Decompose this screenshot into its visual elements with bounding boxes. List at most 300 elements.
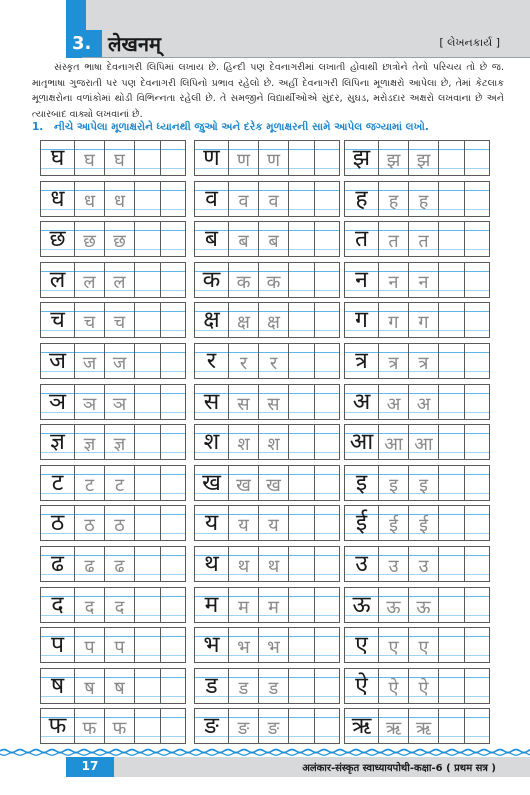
blank-writing-cell[interactable] (464, 262, 490, 298)
trace-letter-cell (408, 587, 438, 623)
blank-writing-cell[interactable] (314, 505, 340, 541)
blank-writing-cell[interactable] (314, 343, 340, 379)
model-letter-cell (40, 587, 74, 623)
model-letter-cell (40, 343, 74, 379)
trace-letter-cell (74, 181, 104, 217)
guide-line (439, 168, 464, 169)
guide-line (289, 452, 314, 453)
blank-writing-cell[interactable] (314, 424, 340, 460)
trace-letter: ख (266, 474, 281, 496)
guide-line (289, 412, 314, 413)
guide-line (465, 533, 489, 534)
model-letter-cell (194, 546, 228, 582)
letter-block (344, 262, 490, 298)
trace-letter: द (84, 596, 95, 618)
trace-letter-cell (228, 424, 258, 460)
blank-writing-cell[interactable] (160, 221, 186, 257)
letter-block (194, 546, 340, 582)
trace-letter: च (113, 312, 126, 334)
trace-letter-cell (74, 465, 104, 501)
letter-block (344, 546, 490, 582)
guide-line (161, 615, 185, 616)
guide-line (135, 249, 160, 250)
guide-line (161, 696, 185, 697)
blank-writing-cell[interactable] (134, 505, 160, 541)
trace-letter: श (237, 434, 250, 456)
model-letter-cell (40, 465, 74, 501)
trace-letter: न (418, 271, 429, 293)
guide-line (465, 677, 489, 678)
trace-letter-cell (258, 343, 288, 379)
guide-line (315, 452, 339, 453)
blank-writing-cell[interactable] (160, 465, 186, 501)
guide-line (289, 330, 314, 331)
letter-row (40, 384, 490, 420)
blank-writing-cell[interactable] (288, 384, 314, 420)
model-letter: क (202, 266, 221, 293)
letter-row (40, 668, 490, 704)
blank-writing-cell[interactable] (438, 708, 464, 744)
blank-writing-cell[interactable] (314, 465, 340, 501)
letter-block (194, 587, 340, 623)
blank-writing-cell[interactable] (314, 384, 340, 420)
trace-letter-cell (104, 627, 134, 663)
trace-letter-cell (74, 302, 104, 338)
trace-letter-cell (74, 221, 104, 257)
guide-line (315, 209, 339, 210)
guide-line (289, 655, 314, 656)
blank-writing-cell[interactable] (438, 343, 464, 379)
guide-line (135, 412, 160, 413)
blank-writing-cell[interactable] (314, 181, 340, 217)
guide-line (465, 149, 489, 150)
blank-writing-cell[interactable] (288, 262, 314, 298)
trace-letter: ई (419, 515, 428, 537)
model-letter-cell (194, 384, 228, 420)
guide-line (135, 168, 160, 169)
guide-line (439, 655, 464, 656)
trace-letter-cell (408, 302, 438, 338)
model-letter: व (205, 185, 218, 212)
trace-letter: ट (114, 474, 125, 496)
trace-letter-cell (228, 587, 258, 623)
guide-line (439, 190, 464, 191)
blank-writing-cell[interactable] (464, 424, 490, 460)
guide-line (439, 393, 464, 394)
guide-line (439, 433, 464, 434)
guide-line (289, 514, 314, 515)
letter-block (194, 262, 340, 298)
guide-line (315, 249, 339, 250)
blank-writing-cell[interactable] (438, 587, 464, 623)
trace-letter: आ (414, 434, 433, 456)
trace-letter: आ (384, 434, 403, 456)
guide-line (135, 330, 160, 331)
trace-letter-cell (228, 546, 258, 582)
letter-block (344, 465, 490, 501)
guide-line (465, 371, 489, 372)
blank-writing-cell[interactable] (160, 262, 186, 298)
blank-writing-cell[interactable] (314, 221, 340, 257)
trace-letter-cell (258, 384, 288, 420)
blank-writing-cell[interactable] (464, 546, 490, 582)
blank-writing-cell[interactable] (160, 424, 186, 460)
trace-letter: ठ (84, 515, 95, 537)
trace-letter-cell (408, 505, 438, 541)
guide-line (315, 474, 339, 475)
blank-writing-cell[interactable] (134, 424, 160, 460)
model-letter: ल (49, 266, 66, 293)
blank-writing-cell[interactable] (438, 546, 464, 582)
model-letter: र (206, 348, 217, 374)
blank-writing-cell[interactable] (134, 140, 160, 176)
guide-line (315, 412, 339, 413)
guide-line (439, 636, 464, 637)
letter-row (40, 181, 490, 217)
trace-letter: ज्ञ (83, 434, 96, 456)
trace-letter-cell (74, 627, 104, 663)
model-letter: श (203, 429, 220, 456)
guide-line (439, 555, 464, 556)
trace-letter: छ (83, 231, 96, 253)
blank-writing-cell[interactable] (160, 668, 186, 704)
blank-writing-cell[interactable] (288, 221, 314, 257)
trace-letter: च (83, 312, 96, 334)
guide-line (161, 249, 185, 250)
trace-letter: ड (268, 677, 279, 699)
guide-line (315, 533, 339, 534)
trace-letter-cell (258, 140, 288, 176)
blank-writing-cell[interactable] (134, 546, 160, 582)
trace-letter-cell (74, 668, 104, 704)
blank-writing-cell[interactable] (438, 302, 464, 338)
guide-line (161, 271, 185, 272)
model-letter-cell (194, 221, 228, 257)
model-letter-cell (40, 384, 74, 420)
guide-line (135, 514, 160, 515)
letter-block (344, 140, 490, 176)
letter-block (40, 221, 186, 257)
trace-letter: ङ (267, 718, 280, 740)
blank-writing-cell[interactable] (438, 181, 464, 217)
guide-line (439, 290, 464, 291)
blank-writing-cell[interactable] (134, 384, 160, 420)
guide-line (439, 352, 464, 353)
blank-writing-cell[interactable] (464, 587, 490, 623)
blank-writing-cell[interactable] (464, 465, 490, 501)
trace-letter-cell (378, 587, 408, 623)
trace-letter: फ (112, 718, 127, 740)
guide-line (289, 474, 314, 475)
blank-writing-cell[interactable] (134, 668, 160, 704)
blank-writing-cell[interactable] (464, 140, 490, 176)
letter-row (40, 465, 490, 501)
blank-writing-cell[interactable] (464, 627, 490, 663)
blank-writing-cell[interactable] (438, 465, 464, 501)
exercise-text: નીચે આપેલા મૂળાક્ષરોને ધ્યાનથી જુઓ અને દરેક મૂળાક્ષરની સામે આપેલ જગ્યામાં લખો. (54, 121, 429, 133)
guide-line (161, 190, 185, 191)
model-letter: ऐ (355, 672, 368, 699)
trace-letter-cell (258, 668, 288, 704)
guide-line (135, 677, 160, 678)
trace-letter: ठ (114, 515, 125, 537)
letter-block (194, 627, 340, 663)
model-letter-cell (194, 505, 228, 541)
guide-line (161, 474, 185, 475)
blank-writing-cell[interactable] (314, 587, 340, 623)
trace-letter: प (114, 637, 125, 659)
blank-writing-cell[interactable] (160, 343, 186, 379)
guide-line (315, 514, 339, 515)
trace-letter: ण (266, 150, 280, 171)
trace-letter-cell (228, 140, 258, 176)
trace-letter-cell (258, 221, 288, 257)
guide-line (439, 717, 464, 718)
guide-line (315, 352, 339, 353)
model-letter-cell (344, 221, 378, 257)
trace-letter-cell (258, 708, 288, 744)
blank-writing-cell[interactable] (134, 262, 160, 298)
model-letter-cell (344, 465, 378, 501)
blank-writing-cell[interactable] (160, 384, 186, 420)
blank-writing-cell[interactable] (314, 262, 340, 298)
trace-letter-cell (228, 384, 258, 420)
intro-paragraph: સંસ્કૃત ભાષા દેવનાગરી લિપિમાં લખાય છે. હિન્દી પણ દેવનાગરીમાં લખાતી હોવાથી છાત્રોને તેનો પરિચય તો છે જ. માતૃભાષા ગુજરાતી પર પણ દેવનાગરી લિપિનો પ્રભાવ રહેલો છે. અહીં દેવનાગરી લિપિના મૂળાક્ષરો આપેલા છે, તેમાં કેટલાક મૂળાક્ષરોના વળાંકોમાં થોડી વિભિન્નતા રહેલી છે. તે સમજીને વિદ્યાર્થીઓએ સુંદર, સુઘડ, મરોડદાર અક્ષરો લખવાના છે અને ત્યારબાદ વાક્યો લખવાનાં છે. (32, 62, 504, 120)
guide-line (465, 717, 489, 718)
blank-writing-cell[interactable] (134, 465, 160, 501)
guide-line (439, 574, 464, 575)
trace-letter-cell (378, 140, 408, 176)
letter-block (40, 302, 186, 338)
guide-line (289, 190, 314, 191)
model-letter-cell (344, 708, 378, 744)
trace-letter-cell (258, 465, 288, 501)
guide-line (135, 230, 160, 231)
guide-line (135, 655, 160, 656)
blank-writing-cell[interactable] (160, 708, 186, 744)
blank-writing-cell[interactable] (134, 343, 160, 379)
guide-line (135, 290, 160, 291)
trace-letter-cell (74, 505, 104, 541)
letter-block (194, 465, 340, 501)
guide-line (315, 290, 339, 291)
model-letter-cell (194, 302, 228, 338)
blank-writing-cell[interactable] (134, 587, 160, 623)
trace-letter-cell (104, 140, 134, 176)
blank-writing-cell[interactable] (288, 546, 314, 582)
guide-line (315, 149, 339, 150)
trace-letter-cell (104, 465, 134, 501)
trace-letter-cell (74, 343, 104, 379)
blank-writing-cell[interactable] (160, 302, 186, 338)
guide-line (289, 433, 314, 434)
blank-writing-cell[interactable] (288, 424, 314, 460)
blank-writing-cell[interactable] (314, 302, 340, 338)
blank-writing-cell[interactable] (160, 546, 186, 582)
trace-letter-cell (104, 343, 134, 379)
letter-block (344, 627, 490, 663)
blank-writing-cell[interactable] (464, 668, 490, 704)
blank-writing-cell[interactable] (464, 343, 490, 379)
model-letter: ब (204, 226, 219, 253)
blank-writing-cell[interactable] (438, 424, 464, 460)
model-letter: ह (355, 185, 368, 212)
chapter-tag: [ લેખનકાર્ય ] (439, 36, 500, 49)
trace-letter: श (267, 434, 280, 456)
blank-writing-cell[interactable] (464, 302, 490, 338)
blank-writing-cell[interactable] (464, 708, 490, 744)
blank-writing-cell[interactable] (134, 221, 160, 257)
letter-block (194, 384, 340, 420)
trace-letter-cell (408, 465, 438, 501)
letter-block (40, 424, 186, 460)
trace-letter: ज्ञ (113, 434, 126, 456)
model-letter-cell (40, 221, 74, 257)
blank-writing-cell[interactable] (438, 668, 464, 704)
trace-letter: ब (268, 231, 279, 253)
blank-writing-cell[interactable] (160, 181, 186, 217)
model-letter-cell (194, 424, 228, 460)
trace-letter: ब (238, 231, 249, 253)
letter-row (40, 221, 490, 257)
trace-letter-cell (408, 708, 438, 744)
trace-letter: अ (386, 393, 401, 415)
blank-writing-cell[interactable] (288, 708, 314, 744)
trace-letter: अ (416, 393, 431, 415)
letter-block (344, 384, 490, 420)
model-letter-cell (344, 140, 378, 176)
trace-letter: ऊ (416, 596, 431, 618)
trace-letter-cell (74, 140, 104, 176)
guide-line (289, 533, 314, 534)
model-letter-cell (344, 546, 378, 582)
blank-writing-cell[interactable] (438, 221, 464, 257)
blank-writing-cell[interactable] (464, 221, 490, 257)
blank-writing-cell[interactable] (288, 505, 314, 541)
guide-line (465, 574, 489, 575)
guide-line (289, 696, 314, 697)
blank-writing-cell[interactable] (314, 708, 340, 744)
blank-writing-cell[interactable] (464, 181, 490, 217)
guide-line (289, 615, 314, 616)
guide-line (161, 533, 185, 534)
blank-writing-cell[interactable] (160, 505, 186, 541)
letter-block (194, 708, 340, 744)
guide-line (135, 596, 160, 597)
blank-writing-cell[interactable] (438, 505, 464, 541)
trace-letter-cell (408, 424, 438, 460)
guide-line (135, 474, 160, 475)
blank-writing-cell[interactable] (160, 627, 186, 663)
guide-line (135, 696, 160, 697)
letter-block (344, 708, 490, 744)
blank-writing-cell[interactable] (438, 384, 464, 420)
trace-letter-cell (104, 424, 134, 460)
guide-line (465, 615, 489, 616)
guide-line (315, 555, 339, 556)
model-letter: द (51, 591, 64, 618)
model-letter: उ (355, 551, 368, 577)
guide-line (135, 149, 160, 150)
trace-letter: ध (83, 190, 96, 212)
blank-writing-cell[interactable] (160, 587, 186, 623)
blank-writing-cell[interactable] (314, 140, 340, 176)
model-letter-cell (344, 627, 378, 663)
blank-writing-cell[interactable] (438, 262, 464, 298)
blank-writing-cell[interactable] (438, 140, 464, 176)
blank-writing-cell[interactable] (134, 708, 160, 744)
guide-line (465, 330, 489, 331)
trace-letter-cell (104, 546, 134, 582)
model-letter: ङ (204, 713, 219, 740)
trace-letter-cell (228, 465, 258, 501)
blank-writing-cell[interactable] (314, 546, 340, 582)
letter-block (40, 384, 186, 420)
guide-line (315, 190, 339, 191)
trace-letter: ज (112, 353, 127, 374)
blank-writing-cell[interactable] (314, 627, 340, 663)
guide-line (465, 290, 489, 291)
guide-line (465, 168, 489, 169)
trace-letter-cell (258, 505, 288, 541)
guide-line (289, 493, 314, 494)
guide-line (315, 230, 339, 231)
model-letter: ड (205, 672, 218, 699)
trace-letter-cell (74, 546, 104, 582)
trace-letter-cell (378, 708, 408, 744)
trace-letter-cell (228, 627, 258, 663)
blank-writing-cell[interactable] (288, 302, 314, 338)
letter-block (344, 302, 490, 338)
guide-line (289, 736, 314, 737)
letter-row (40, 505, 490, 541)
guide-line (161, 452, 185, 453)
blank-writing-cell[interactable] (288, 465, 314, 501)
blank-writing-cell[interactable] (134, 302, 160, 338)
guide-line (289, 230, 314, 231)
trace-letter-cell (378, 424, 408, 460)
trace-letter-cell (408, 546, 438, 582)
blank-writing-cell[interactable] (288, 181, 314, 217)
trace-letter-cell (378, 627, 408, 663)
blank-writing-cell[interactable] (288, 343, 314, 379)
blank-writing-cell[interactable] (288, 627, 314, 663)
model-letter: ए (355, 632, 368, 659)
guide-line (289, 249, 314, 250)
guide-line (135, 636, 160, 637)
blank-writing-cell[interactable] (134, 181, 160, 217)
trace-letter-cell (228, 668, 258, 704)
trace-letter-cell (258, 587, 288, 623)
model-letter: क्ष (203, 307, 220, 334)
blank-writing-cell[interactable] (464, 384, 490, 420)
model-letter: ध (50, 185, 65, 212)
blank-writing-cell[interactable] (464, 505, 490, 541)
blank-writing-cell[interactable] (134, 627, 160, 663)
blank-writing-cell[interactable] (438, 627, 464, 663)
blank-writing-cell[interactable] (288, 587, 314, 623)
trace-letter: ज (82, 353, 97, 374)
blank-writing-cell[interactable] (314, 668, 340, 704)
guide-line (315, 393, 339, 394)
blank-writing-cell[interactable] (288, 140, 314, 176)
trace-letter-cell (408, 262, 438, 298)
blank-writing-cell[interactable] (160, 140, 186, 176)
guide-line (135, 452, 160, 453)
trace-letter: ऊ (386, 596, 401, 618)
blank-writing-cell[interactable] (288, 668, 314, 704)
model-letter-cell (194, 343, 228, 379)
